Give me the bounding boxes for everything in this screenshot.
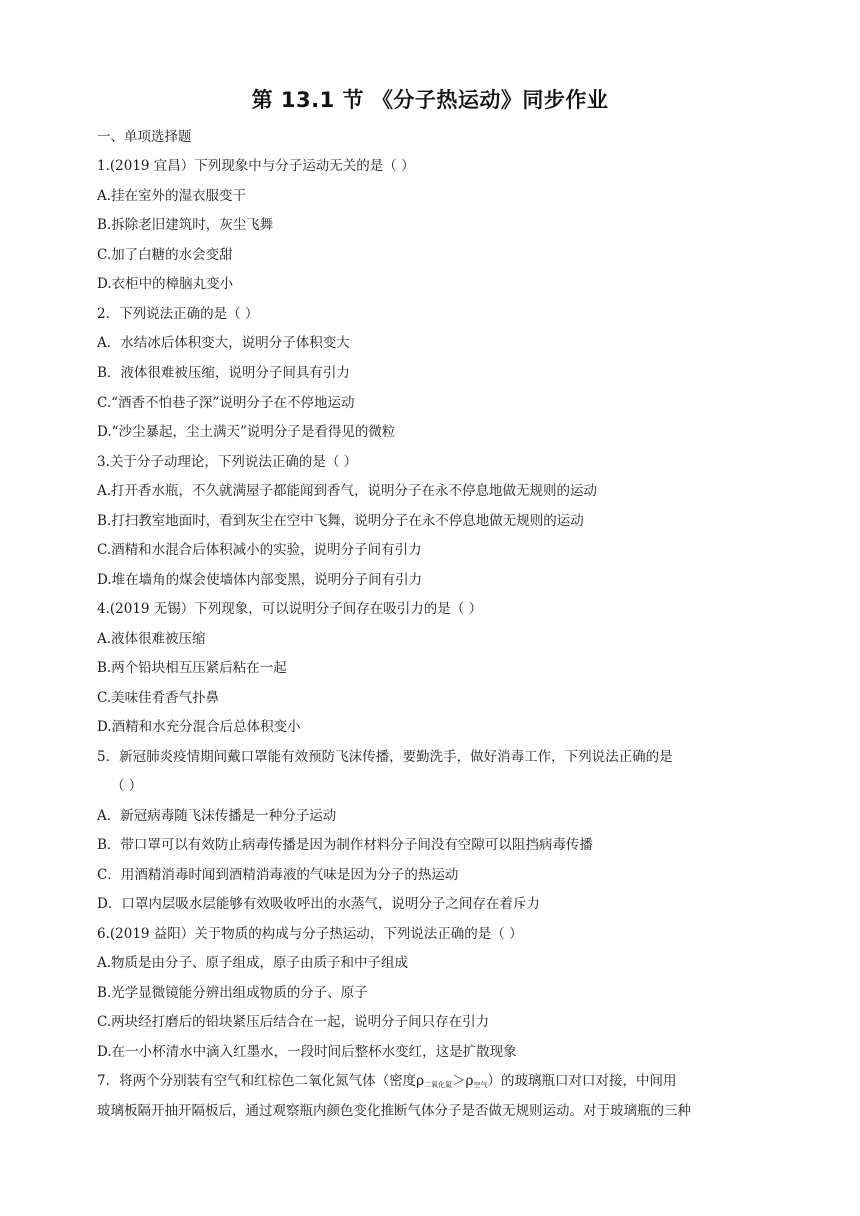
question-7-stem-line-2: 玻璃板隔开抽开隔板后，通过观察瓶内颜色变化推断气体分子是否做无规则运动。对于玻璃瓶的三种 (97, 1103, 691, 1119)
question-5-option-d: D．口罩内层吸水层能够有效吸收呼出的水蒸气，说明分子之间存在着斥力 (97, 896, 540, 912)
question-7-stem (97, 1071, 676, 1095)
question-6-option-b: B.光学显微镜能分辨出组成物质的分子、原子 (97, 985, 368, 1001)
question-3-option-a: A.打开香水瓶，不久就满屋子都能闻到香气，说明分子在永不停息地做无规则的运动 (97, 483, 598, 499)
question-4-stem: 4.(2019 无锡）下列现象，可以说明分子间存在吸引力的是（ ） (97, 601, 483, 617)
page-title: 第 13.1 节 《分子热运动》同步作业 (251, 88, 609, 112)
density-subscript-air: 空气 (473, 1081, 488, 1089)
question-1-stem: 1.(2019 宜昌）下列现象中与分子运动无关的是（ ） (97, 158, 415, 174)
question-2-option-b: B．液体很难被压缩，说明分子间具有引力 (97, 365, 350, 381)
question-5-stem-continued: （ ） (111, 778, 143, 794)
question-7-text-2: ＞ρ (452, 1073, 474, 1089)
question-5-stem: 5．新冠肺炎疫情期间戴口罩能有效预防飞沫传播，要勤洗手，做好消毒工作，下列说法正确的是 (97, 749, 673, 765)
question-2-stem: 2．下列说法正确的是（ ） (97, 306, 259, 322)
question-6-stem: 6.(2019 益阳）关于物质的构成与分子热运动，下列说法正确的是（ ） (97, 926, 523, 942)
question-6-option-d: D.在一小杯清水中滴入红墨水，一段时间后整杯水变红，这是扩散现象 (97, 1044, 517, 1060)
question-1-option-c: C.加了白糖的水会变甜 (97, 247, 233, 263)
question-3-stem: 3.关于分子动理论，下列说法正确的是（ ） (97, 454, 358, 470)
question-2-option-a: A．水结冰后体积变大，说明分子体积变大 (97, 335, 350, 351)
question-2-option-c: C.“酒香不怕巷子深”说明分子在不停地运动 (97, 395, 355, 411)
question-7-text-3: ）的玻璃瓶口对口对接，中间用 (487, 1073, 677, 1089)
question-5-option-c: C．用酒精消毒时闻到酒精消毒液的气味是因为分子的热运动 (97, 867, 459, 883)
question-4-option-c: C.美味佳肴香气扑鼻 (97, 690, 220, 706)
question-1-option-d: D.衣柜中的樟脑丸变小 (97, 276, 234, 292)
density-subscript-no2: 二氧化氮 (424, 1081, 453, 1089)
question-3-option-d: D.堆在墙角的煤会使墙体内部变黑，说明分子间有引力 (97, 572, 423, 588)
question-3-option-b: B.打扫教室地面时，看到灰尘在空中飞舞，说明分子在永不停息地做无规则的运动 (97, 513, 584, 529)
question-5-option-a: A．新冠病毒随飞沫传播是一种分子运动 (97, 808, 337, 824)
question-1-option-a: A.挂在室外的湿衣服变干 (97, 188, 247, 204)
question-5-option-b: B．带口罩可以有效防止病毒传播是因为制作材料分子间没有空隙可以阻挡病毒传播 (97, 837, 593, 853)
section-heading: 一、单项选择题 (97, 129, 192, 145)
question-6-option-c: C.两块经打磨后的铅块紧压后结合在一起，说明分子间只存在引力 (97, 1014, 490, 1030)
question-4-option-d: D.酒精和水充分混合后总体积变小 (97, 719, 301, 735)
question-7-text-1: 7．将两个分别装有空气和红棕色二氧化氮气体（密度ρ (97, 1073, 425, 1089)
question-1-option-b: B.拆除老旧建筑时，灰尘飞舞 (97, 217, 274, 233)
question-3-option-c: C.酒精和水混合后体积减小的实验，说明分子间有引力 (97, 542, 422, 558)
question-6-option-a: A.物质是由分子、原子组成，原子由质子和中子组成 (97, 955, 409, 971)
question-4-option-a: A.液体很难被压缩 (97, 631, 206, 647)
question-4-option-b: B.两个铅块相互压紧后粘在一起 (97, 660, 287, 676)
question-2-option-d: D.“沙尘暴起，尘土满天”说明分子是看得见的微粒 (97, 424, 396, 440)
